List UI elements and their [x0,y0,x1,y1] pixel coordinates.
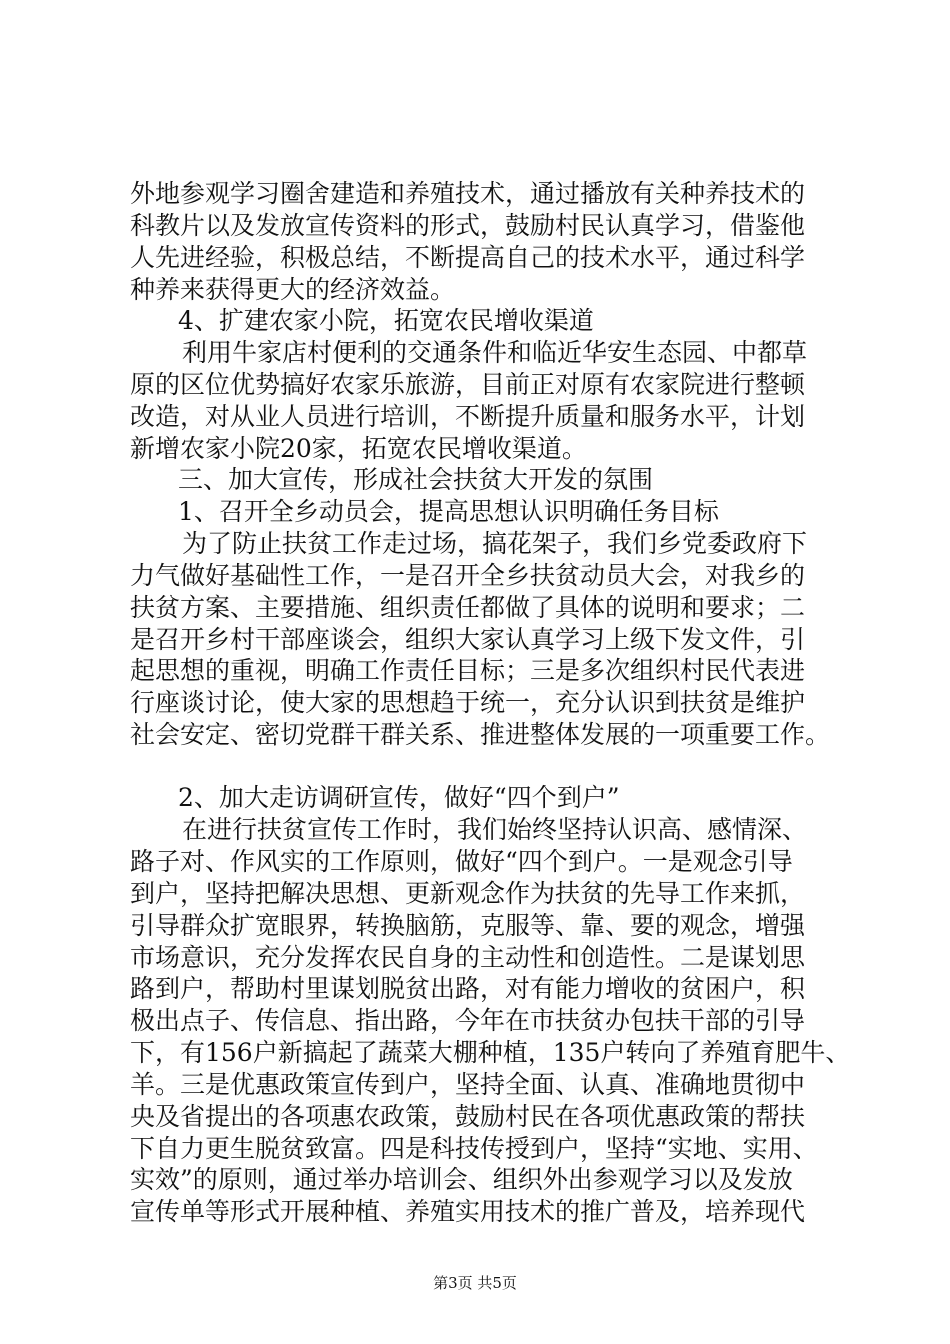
text-line: 改造，对从业人员进行培训，不断提升质量和服务水平，计划 [130,402,806,431]
text-line: 下，有156户新搞起了蔬菜大棚种植，135户转向了养殖育肥牛、 [130,1038,851,1067]
section-heading: 三、加大宣传，形成社会扶贫大开发的氛围 [178,465,654,494]
text-line: 是召开乡村干部座谈会，组织大家认真学习上级下发文件，引 [130,625,806,654]
text-line: 科教片以及发放宣传资料的形式，鼓励村民认真学习，借鉴他 [130,211,806,240]
text-line: 为了防止扶贫工作走过场，搞花架子，我们乡党委政府下 [182,529,808,558]
section-heading: 1、召开全乡动员会，提高思想认识明确任务目标 [178,497,719,526]
text-line: 社会安定、密切党群干群关系、推进整体发展的一项重要工作。 [130,720,831,749]
text-line: 路子对、作风实的工作原则，做好“四个到户。一是观念引导 [130,847,793,876]
text-line: 种养来获得更大的经济效益。 [130,275,456,304]
text-line: 引导群众扩宽眼界，转换脑筋，克服等、靠、要的观念，增强 [130,911,806,940]
text-line: 力气做好基础性工作，一是召开全乡扶贫动员大会，对我乡的 [130,561,806,590]
text-line: 极出点子、传信息、指出路，今年在市扶贫办包扶干部的引导 [130,1006,806,1035]
section-heading: 4、扩建农家小院，拓宽农民增收渠道 [178,306,594,335]
text-line: 行座谈讨论，使大家的思想趋于统一，充分认识到扶贫是维护 [130,688,806,717]
text-line: 扶贫方案、主要措施、组织责任都做了具体的说明和要求；二 [130,593,806,622]
section-heading: 2、加大走访调研宣传，做好“四个到户” [178,783,620,812]
text-line: 市场意识，充分发挥农民自身的主动性和创造性。二是谋划思 [130,943,806,972]
text-line: 实效”的原则，通过举办培训会、组织外出参观学习以及发放 [130,1165,793,1194]
text-line: 到户，坚持把解决思想、更新观念作为扶贫的先导工作来抓， [130,879,806,908]
page-footer: 第3页 共5页 [433,1274,517,1292]
text-line: 下自力更生脱贫致富。四是科技传授到户，坚持“实地、实用、 [130,1134,818,1163]
text-line: 在进行扶贫宣传工作时，我们始终坚持认识高、感情深、 [182,815,808,844]
text-line: 起思想的重视，明确工作责任目标；三是多次组织村民代表进 [130,656,806,685]
text-line: 外地参观学习圈舍建造和养殖技术，通过播放有关种养技术的 [130,179,806,208]
text-line: 路到户，帮助村里谋划脱贫出路，对有能力增收的贫困户，积 [130,974,806,1003]
text-line: 人先进经验，积极总结，不断提高自己的技术水平，通过科学 [130,243,806,272]
text-line: 利用牛家店村便利的交通条件和临近华安生态园、中都草 [182,338,808,367]
text-line: 宣传单等形式开展种植、养殖实用技术的推广普及，培养现代 [130,1197,806,1226]
text-line: 原的区位优势搞好农家乐旅游，目前正对原有农家院进行整顿 [130,370,806,399]
text-line: 羊。三是优惠政策宣传到户，坚持全面、认真、准确地贯彻中 [130,1070,806,1099]
text-line: 新增农家小院20家，拓宽农民增收渠道。 [130,434,587,463]
text-line: 央及省提出的各项惠农政策，鼓励村民在各项优惠政策的帮扶 [130,1102,806,1131]
